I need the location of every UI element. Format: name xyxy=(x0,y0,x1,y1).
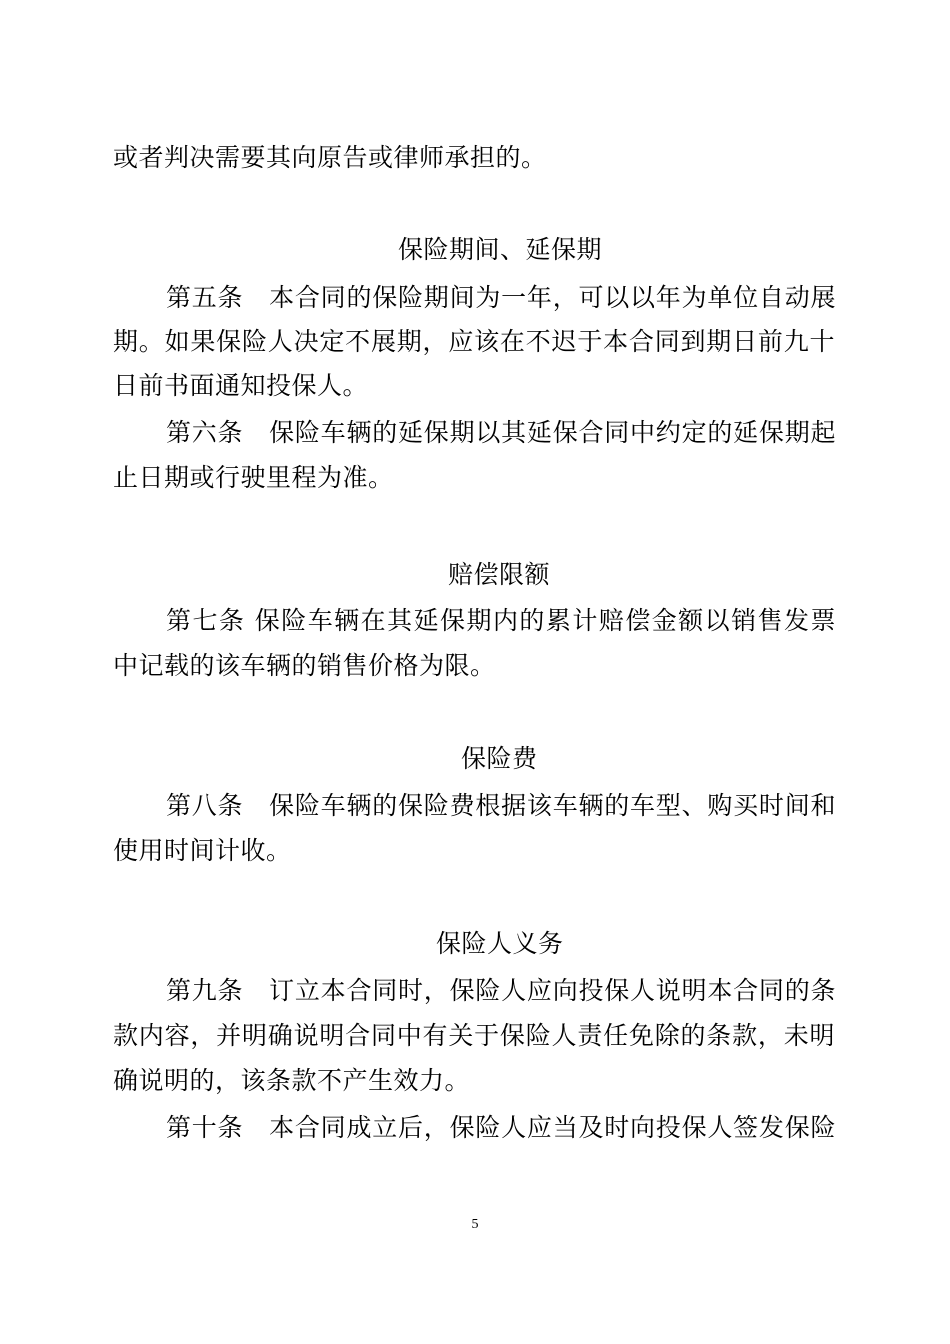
article-10-line-1: 第十条 本合同成立后，保险人应当及时向投保人签发保险 xyxy=(166,1113,836,1142)
article-6-line-1: 第六条 保险车辆的延保期以其延保合同中约定的延保期起 xyxy=(166,418,836,447)
article-9-line-1: 第九条 订立本合同时，保险人应向投保人说明本合同的条 xyxy=(166,976,836,1005)
article-5-line-1: 第五条 本合同的保险期间为一年，可以以年为单位自动展 xyxy=(166,283,836,312)
section-heading-limit: 赔偿限额 xyxy=(448,560,551,589)
article-7-line-1: 第七条 保险车辆在其延保期内的累计赔偿金额以销售发票 xyxy=(166,606,836,635)
article-8-line-1: 第八条 保险车辆的保险费根据该车辆的车型、购买时间和 xyxy=(166,791,836,820)
text-line: 或者判决需要其向原告或律师承担的。 xyxy=(113,143,547,172)
section-heading-duty: 保险人义务 xyxy=(436,929,564,958)
page-number: 5 xyxy=(471,1217,479,1232)
article-9-line-3: 确说明的，该条款不产生效力。 xyxy=(113,1066,471,1095)
article-8-line-2: 使用时间计收。 xyxy=(113,836,292,865)
article-6-line-2: 止日期或行驶里程为准。 xyxy=(113,463,394,492)
article-5-line-3: 日前书面通知投保人。 xyxy=(113,371,369,400)
article-9-line-2: 款内容，并明确说明合同中有关于保险人责任免除的条款，未明 xyxy=(113,1021,835,1050)
section-heading-premium: 保险费 xyxy=(461,744,538,773)
section-heading-period: 保险期间、延保期 xyxy=(398,235,603,264)
article-5-line-2: 期。如果保险人决定不展期，应该在不迟于本合同到期日前九十 xyxy=(113,327,835,356)
article-7-line-2: 中记载的该车辆的销售价格为限。 xyxy=(113,651,496,680)
